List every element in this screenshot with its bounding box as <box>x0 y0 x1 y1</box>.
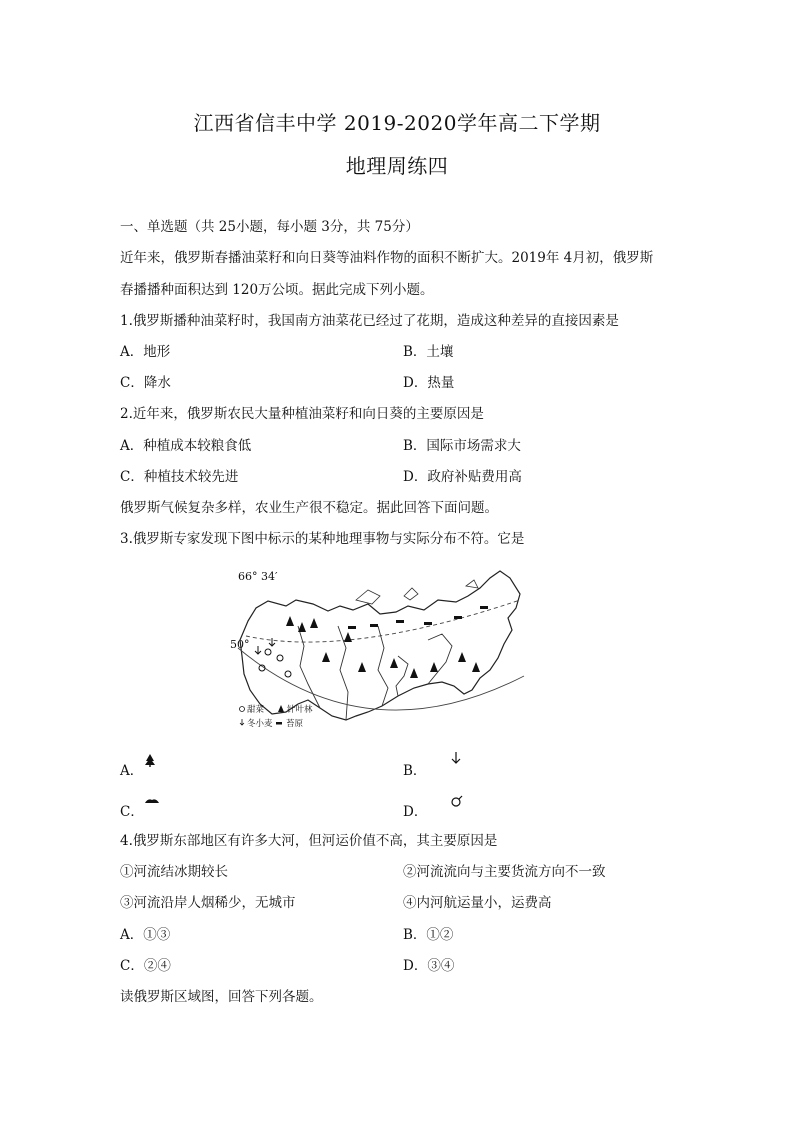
q3-option-c: C． <box>120 804 144 820</box>
question-4-stem: 4.俄罗斯东部地区有许多大河，但河运价值不高，其主要原因是 <box>120 833 498 849</box>
q1-option-d: D．热量 <box>403 375 455 391</box>
material-text: 近年来，俄罗斯春播油菜籽和向日葵等油料作物的面积不断扩大。2019年 4月初，俄罗斯 <box>120 250 654 266</box>
q4-option-a: A．①③ <box>120 927 171 943</box>
beet-icon <box>450 794 464 808</box>
exam-title: 江西省信丰中学 2019-2020学年高二下学期 <box>193 111 601 135</box>
q1-option-b: B．土壤 <box>403 344 454 360</box>
q2-option-a: A．种植成本较粮食低 <box>120 438 252 454</box>
q1-option-a: A．地形 <box>120 344 171 360</box>
legend-conifer-label: 针叶林 <box>287 705 313 715</box>
legend-tundra-label: 苔原 <box>286 719 304 729</box>
map-label-lat-arctic: 66° 34′ <box>238 570 278 583</box>
legend-conifer-icon <box>278 705 284 712</box>
q4-option-d: D．③④ <box>403 958 455 974</box>
q2-option-d: D．政府补贴费用高 <box>403 469 522 485</box>
conifer-icon <box>144 753 156 767</box>
question-1-stem: 1.俄罗斯播种油菜籽时，我国南方油菜花已经过了花期，造成这种差异的直接因素是 <box>120 313 619 329</box>
legend-beet-icon <box>240 707 245 712</box>
q4-statement-4: ④内河航运量小，运费高 <box>403 895 552 911</box>
q4-option-b: B．①② <box>403 927 454 943</box>
wheat-icon <box>450 751 462 765</box>
exam-subtitle: 地理周练四 <box>345 154 449 178</box>
q4-statement-1: ①河流结冰期较长 <box>120 864 228 880</box>
q4-statement-3: ③河流沿岸人烟稀少，无城市 <box>120 895 296 911</box>
tundra-icon <box>144 797 160 805</box>
q2-option-c: C．种植技术较先进 <box>120 469 239 485</box>
russia-agriculture-map <box>228 566 528 734</box>
legend-wheat-label: 冬小麦 <box>247 719 273 729</box>
q4-option-c: C．②④ <box>120 958 171 974</box>
q4-statement-2: ②河流流向与主要货流方向不一致 <box>403 864 606 880</box>
material-text: 俄罗斯气候复杂多样，农业生产很不稳定。据此回答下面问题。 <box>120 500 498 516</box>
material-text: 春播播种面积达到 120万公顷。据此完成下列小题。 <box>120 282 434 298</box>
q2-option-b: B．国际市场需求大 <box>403 438 521 454</box>
map-label-lat-50: 50° <box>230 638 250 651</box>
section-heading: 一、单选题（共 25小题，每小题 3分，共 75分） <box>120 219 419 235</box>
q3-option-a: A． <box>120 763 144 779</box>
legend-beet-label: 甜菜 <box>247 705 265 715</box>
question-3-stem: 3.俄罗斯专家发现下图中标示的某种地理事物与实际分布不符。它是 <box>120 531 525 547</box>
question-2-stem: 2.近年来，俄罗斯农民大量种植油菜籽和向日葵的主要原因是 <box>120 406 484 422</box>
q3-option-d: D． <box>403 804 428 820</box>
legend-tundra-icon <box>276 722 282 725</box>
material-text: 读俄罗斯区域图，回答下列各题。 <box>120 989 323 1005</box>
legend-wheat-icon <box>240 719 244 725</box>
q3-option-b: B． <box>403 763 427 779</box>
q1-option-c: C．降水 <box>120 375 171 391</box>
